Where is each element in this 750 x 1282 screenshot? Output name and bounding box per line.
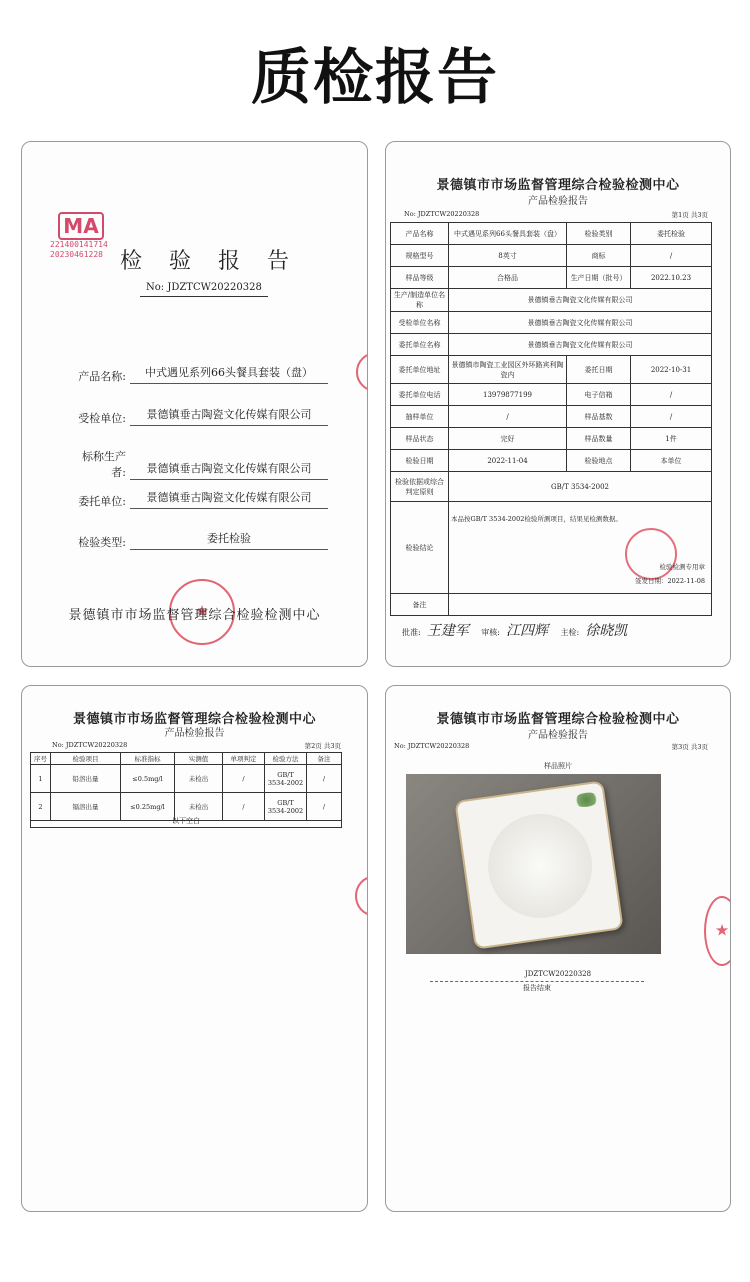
cell <box>449 594 712 616</box>
cell: 本单位 <box>631 450 712 472</box>
cma-number-1: 221400141714 <box>50 240 108 249</box>
report-end: 报告结束 <box>430 981 644 993</box>
cell: 委托检验 <box>631 223 712 245</box>
report-number <box>394 742 469 750</box>
field-label: 委托单位: <box>78 495 126 508</box>
report-no-value: JDZTCW20220328 <box>65 741 128 749</box>
cell: 镉溶出量 <box>51 793 121 821</box>
cell: 委托日期 <box>567 356 631 384</box>
header-cell: 检验方法 <box>265 753 307 765</box>
table-row <box>391 223 712 245</box>
cell: 产品名称 <box>391 223 449 245</box>
table-row <box>391 502 712 594</box>
cell: 景德镇市陶瓷工业园区外环路宾利陶瓷内 <box>449 356 567 384</box>
field-label: 标称生产者: <box>82 450 126 479</box>
report-no-value: JDZTCW20220328 <box>407 742 470 750</box>
table-row <box>391 450 712 472</box>
cell: 2022-10-31 <box>631 356 712 384</box>
report-no-label: No: <box>146 282 165 293</box>
report-info-table <box>390 222 712 616</box>
approve-signature: 王建军 <box>426 623 469 639</box>
cell: 检验类别 <box>567 223 631 245</box>
table-row <box>391 289 712 312</box>
cell: 合格品 <box>449 267 567 289</box>
cell: 样品数量 <box>567 428 631 450</box>
cell: 8英寸 <box>449 245 567 267</box>
cell: 生产/制造单位名称 <box>391 289 449 312</box>
cell: 中式遇见系列66头餐具套装（盘） <box>449 223 567 245</box>
field-label: 检验类型: <box>78 536 126 549</box>
field-label: 产品名称: <box>78 370 126 383</box>
cover-field-inspected-unit <box>68 406 328 426</box>
cell: 2022.10.23 <box>631 267 712 289</box>
test-results-table <box>30 752 342 821</box>
plate-image <box>454 780 623 949</box>
report-subtitle: 产品检验报告 <box>528 730 588 741</box>
cell: 完好 <box>449 428 567 450</box>
header-cell: 检验项目 <box>51 753 121 765</box>
cell: 电子信箱 <box>567 384 631 406</box>
cover-report-no <box>140 282 268 297</box>
table-row <box>391 267 712 289</box>
cell: / <box>223 765 265 793</box>
page-info: 第3页 共3页 <box>671 743 708 751</box>
report-no-value: JDZTCW20220328 <box>167 282 262 293</box>
header-cell: 实测值 <box>175 753 223 765</box>
table-row <box>391 384 712 406</box>
cma-logo: MA <box>58 212 104 240</box>
header-cell: 序号 <box>31 753 51 765</box>
table-header-row <box>31 753 342 765</box>
table-row <box>391 428 712 450</box>
cover-field-producer <box>68 448 328 480</box>
report-subtitle: 产品检验报告 <box>528 196 588 207</box>
approve-label: 批准: <box>402 628 421 637</box>
page-info: 第1页 共3页 <box>671 211 708 219</box>
cell: 检验结论 <box>391 502 449 594</box>
cell: 景德镇垂古陶瓷文化传媒有限公司 <box>449 289 712 312</box>
table-row <box>391 472 712 502</box>
table-row <box>391 406 712 428</box>
cell: ≤0.5mg/l <box>121 765 175 793</box>
cell: 2022-11-04 <box>449 450 567 472</box>
sample-photo <box>406 774 661 954</box>
field-value: 景德镇垂古陶瓷文化传媒有限公司 <box>130 406 328 426</box>
report-page-2-card <box>21 685 368 1212</box>
field-label: 受检单位: <box>78 412 126 425</box>
signature-row <box>402 620 637 640</box>
cell: 铅溶出量 <box>51 765 121 793</box>
review-signature: 江四辉 <box>505 623 548 639</box>
cell: 委托单位名称 <box>391 334 449 356</box>
field-value: 中式遇见系列66头餐具套装（盘） <box>130 364 328 384</box>
field-value: 景德镇垂古陶瓷文化传媒有限公司 <box>130 489 328 509</box>
cell: 样品基数 <box>567 406 631 428</box>
table-footer: 以下空白 <box>30 815 342 828</box>
cover-field-test-type <box>68 530 328 550</box>
report-no-label: No: <box>52 741 64 749</box>
report-page-3-card <box>385 685 731 1212</box>
report-org: 景德镇市市场监督管理综合检验检测中心 <box>72 712 316 727</box>
cell: 商标 <box>567 245 631 267</box>
report-no-label: No: <box>394 742 406 750</box>
report-no-label: No: <box>404 210 416 218</box>
report-page-1-card <box>385 141 731 667</box>
main-inspector-label: 主检: <box>560 628 580 637</box>
cell: / <box>631 406 712 428</box>
table-row <box>31 765 342 793</box>
edge-seal <box>355 876 368 916</box>
sign-date: 签发日期：2022-11-08 <box>635 577 705 585</box>
main-inspector-signature: 徐晓凯 <box>585 623 628 639</box>
cell: / <box>223 793 265 821</box>
conclusion-text: 本品按GB/T 3534-2002检验所测项目，结果见检测数据。 <box>451 515 622 523</box>
page-info: 第2页 共3页 <box>304 742 341 750</box>
report-org: 景德镇市市场监督管理综合检验检测中心 <box>436 712 680 727</box>
cover-page-card <box>21 141 368 667</box>
inspection-seal <box>625 528 677 580</box>
edge-seal <box>356 352 368 392</box>
report-subtitle: 产品检验报告 <box>164 728 225 739</box>
cell: 受检单位名称 <box>391 312 449 334</box>
photo-label: 样品照片 <box>544 762 572 770</box>
report-org: 景德镇市市场监督管理综合检验检测中心 <box>436 178 680 193</box>
edge-seal <box>704 896 731 966</box>
table-row <box>391 334 712 356</box>
cell: / <box>307 765 342 793</box>
cell: GB/T 3534-2002 <box>449 472 712 502</box>
photo-report-no: JDZTCW20220328 <box>524 970 592 978</box>
cell: 检验依据或综合判定原则 <box>391 472 449 502</box>
cell: 抽样单位 <box>391 406 449 428</box>
cell: ≤0.25mg/l <box>121 793 175 821</box>
cover-heading: 检 验 报 告 <box>120 249 299 274</box>
cover-field-client <box>68 489 328 509</box>
cell: 2 <box>31 793 51 821</box>
report-number <box>404 210 479 218</box>
header-cell: 标准指标 <box>121 753 175 765</box>
field-value: 景德镇垂古陶瓷文化传媒有限公司 <box>130 460 328 480</box>
review-label: 审核: <box>481 628 500 637</box>
cell: / <box>631 384 712 406</box>
cell: 检验地点 <box>567 450 631 472</box>
cell: 备注 <box>391 594 449 616</box>
cell: 未检出 <box>175 793 223 821</box>
cell: / <box>449 406 567 428</box>
cover-field-product <box>68 364 328 384</box>
cell: 景德镇垂古陶瓷文化传媒有限公司 <box>449 334 712 356</box>
report-number <box>52 741 127 749</box>
cell: 1件 <box>631 428 712 450</box>
cell: 样品状态 <box>391 428 449 450</box>
cell: 13979877199 <box>449 384 567 406</box>
table-row <box>391 245 712 267</box>
cell: 生产日期（批号） <box>567 267 631 289</box>
cover-org-name: 景德镇市市场监督管理综合检验检测中心 <box>68 608 321 623</box>
cma-number-2: 20230461228 <box>50 250 103 259</box>
header-cell: 单项判定 <box>223 753 265 765</box>
header-cell: 备注 <box>307 753 342 765</box>
cell: 规格型号 <box>391 245 449 267</box>
cell: / <box>631 245 712 267</box>
table-row <box>391 594 712 616</box>
plate-leaf-decoration <box>573 791 601 808</box>
cell: / <box>307 793 342 821</box>
page-title: 质检报告 <box>251 43 499 113</box>
cell: 样品等级 <box>391 267 449 289</box>
cell: 检验日期 <box>391 450 449 472</box>
table-row <box>391 312 712 334</box>
cell: 1 <box>31 765 51 793</box>
cell: 委托单位电话 <box>391 384 449 406</box>
conclusion-cell <box>449 502 712 594</box>
stamp-text: 检验检测专用章 <box>659 563 705 571</box>
cell: 未检出 <box>175 765 223 793</box>
plate-well <box>481 807 598 924</box>
report-no-value: JDZTCW20220328 <box>417 210 480 218</box>
cell: 委托单位地址 <box>391 356 449 384</box>
cell: GB/T 3534-2002 <box>265 793 307 821</box>
cell: 景德镇垂古陶瓷文化传媒有限公司 <box>449 312 712 334</box>
table-row <box>391 356 712 384</box>
cell: GB/T 3534-2002 <box>265 765 307 793</box>
field-value: 委托检验 <box>130 530 328 550</box>
